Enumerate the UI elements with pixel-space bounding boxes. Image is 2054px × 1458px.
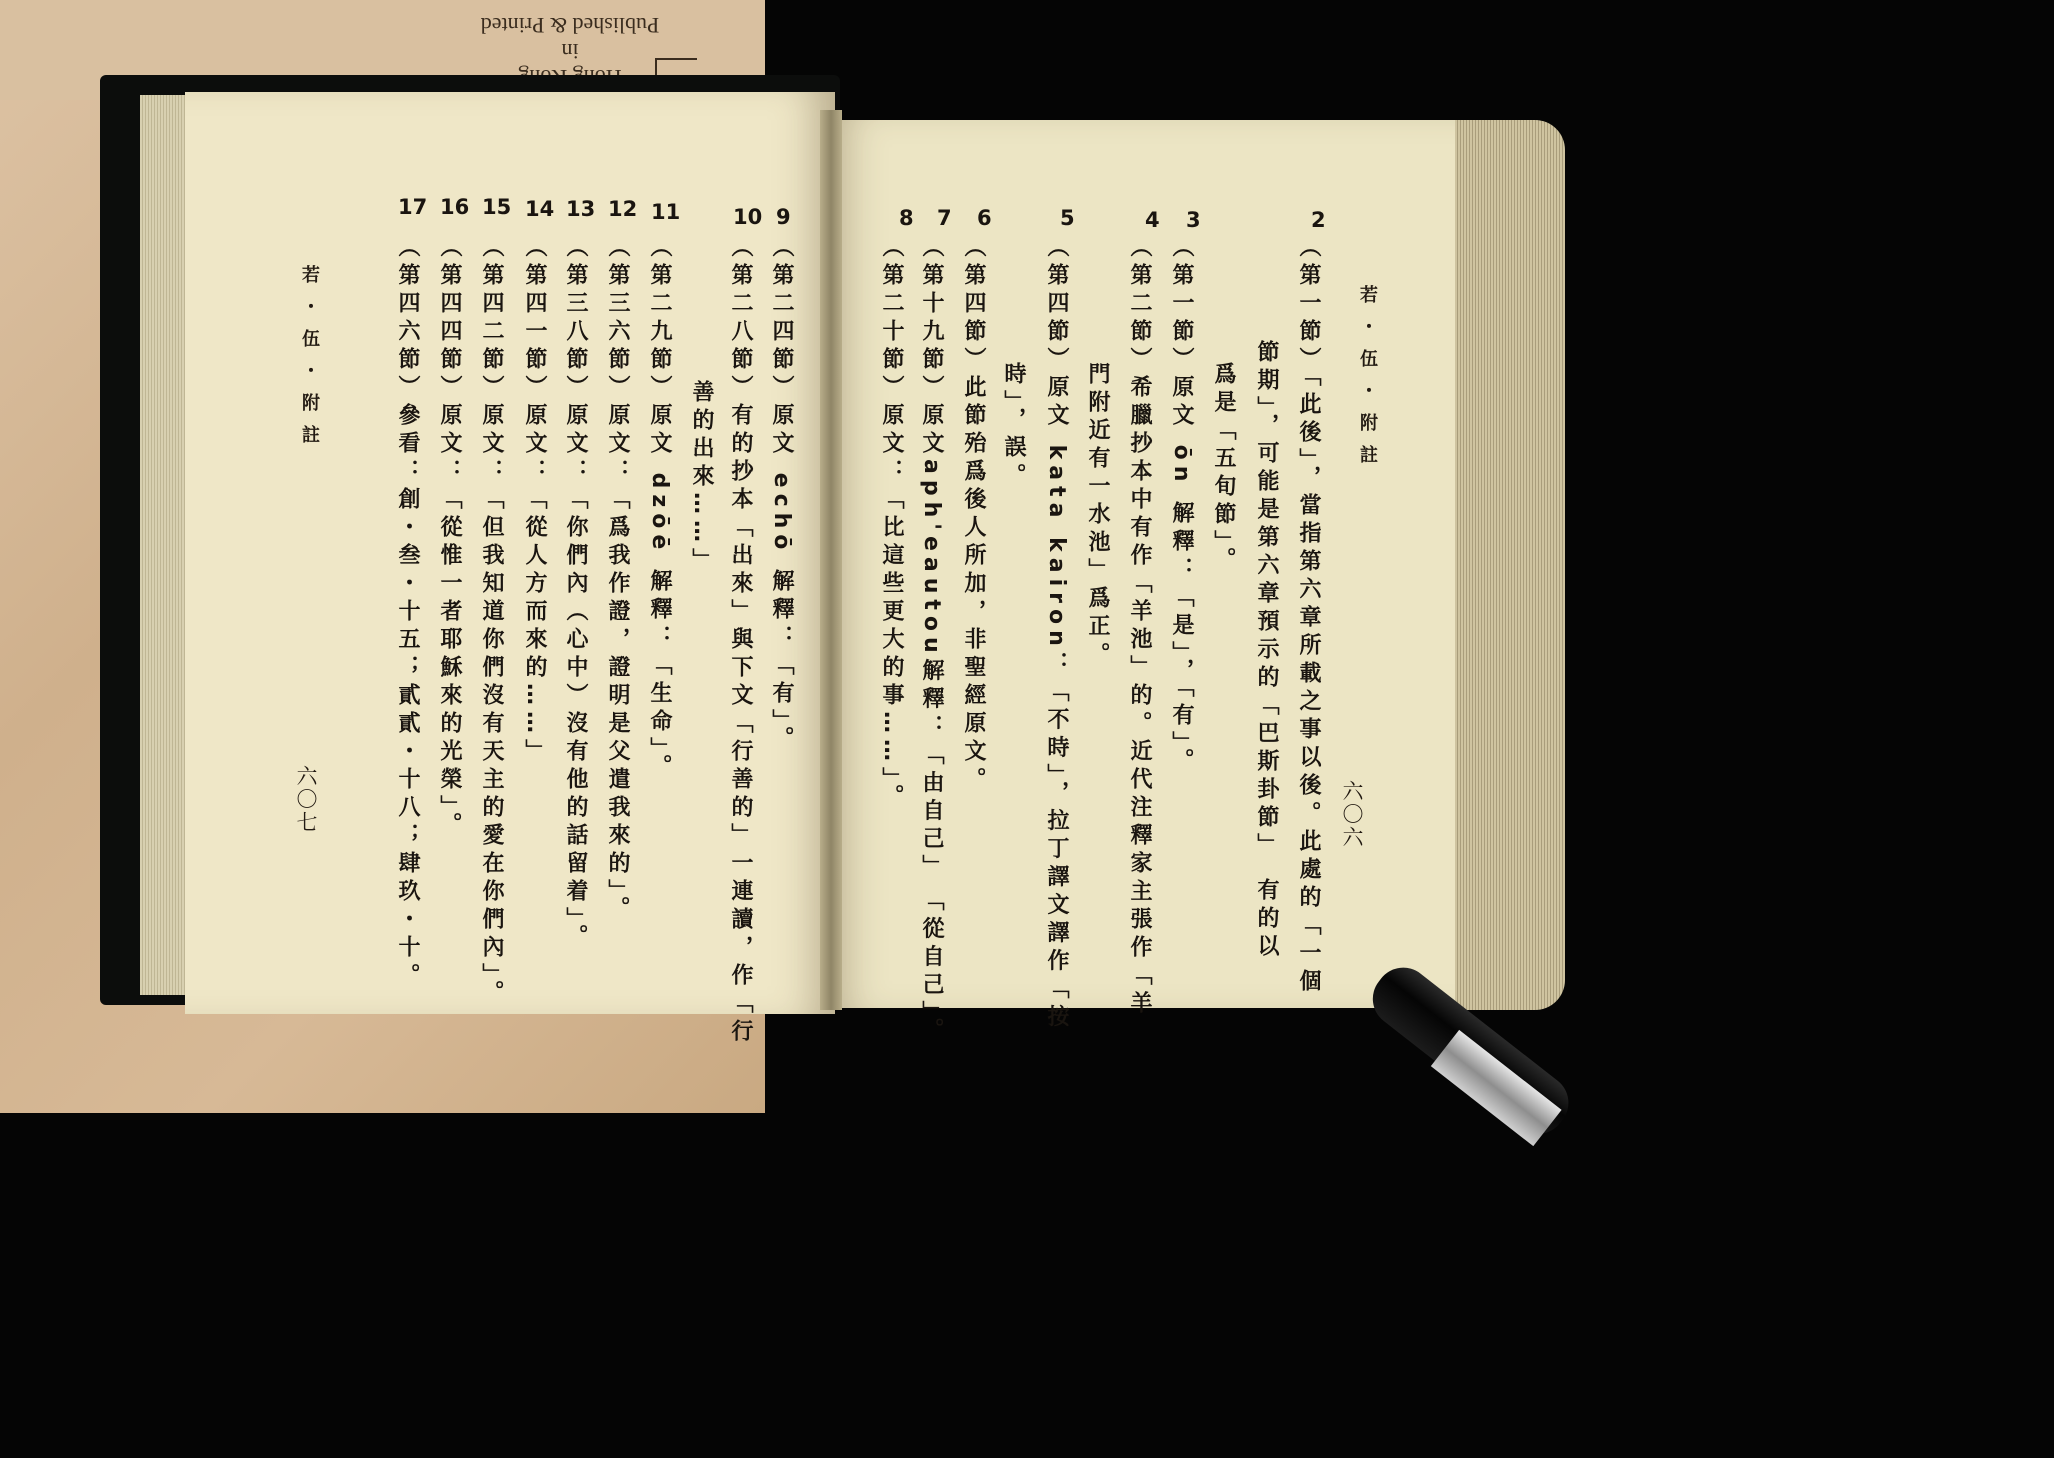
note-number: 13 — [566, 197, 596, 221]
left-page-number: 六〇七 — [294, 765, 318, 834]
note-number: 9 — [776, 205, 791, 229]
note-text: （第三八節）原文：「你們內（心中）沒有他的話留着」。 — [563, 235, 588, 952]
note-text: （第二九節）原文 dzōē 解釋：「生命」。 — [647, 235, 672, 782]
note-text: （第二四節）原文 echō 解釋：「有」。 — [769, 235, 794, 755]
note-number: 6 — [977, 206, 992, 230]
right-page-header: 若・伍・附註 — [1357, 285, 1378, 477]
note-number: 8 — [899, 206, 914, 230]
note-text: （第十九節）原文aph'eautou解釋：「由自己」 「從自己」。 — [919, 235, 944, 1046]
note-number: 3 — [1186, 208, 1201, 232]
note-text: （第四節）此節殆爲後人所加，非聖經原文。 — [961, 235, 986, 795]
printed-line-2: in — [561, 39, 579, 64]
note-number: 16 — [440, 195, 470, 219]
printed-line-1: Published & Printed — [480, 13, 660, 38]
note-text: （第一節）原文 ōn 解釋：「是」，「有」。 — [1169, 235, 1194, 777]
note-text: （第四四節）原文：「從惟一者耶穌來的光榮」。 — [437, 235, 462, 840]
note-text: （第二十節）原文：「比這些更大的事……」。 — [879, 235, 904, 812]
note-text: （第四節）原文 kata kairon：「不時」，拉丁譯文譯作「按 — [1044, 235, 1069, 1033]
note-number: 2 — [1311, 208, 1326, 232]
page-edges-right — [1440, 120, 1565, 1010]
note-number: 11 — [651, 200, 681, 224]
note-text-continued: 門附近有一水池」爲正。 — [1085, 362, 1110, 670]
note-number: 17 — [398, 195, 428, 219]
note-text: （第四二節）原文：「但我知道你們沒有天主的愛在你們內」。 — [479, 235, 504, 1008]
note-text: （第二節）希臘抄本中有作「羊池」的。近代注釋家主張作「羊 — [1127, 235, 1152, 1019]
right-page-number: 六〇六 — [1340, 780, 1364, 849]
note-number: 15 — [482, 195, 512, 219]
book-gutter — [820, 110, 842, 1010]
note-text: （第三六節）原文：「爲我作證，證明是父遣我來的」。 — [605, 235, 630, 924]
note-text-continued: 時」，誤。 — [1001, 362, 1026, 491]
note-number: 12 — [608, 197, 638, 221]
note-number: 7 — [937, 206, 952, 230]
note-text-continued: 善的出來……」 — [689, 380, 714, 576]
note-number: 14 — [525, 197, 555, 221]
note-text-continued: 爲是「五旬節」。 — [1211, 362, 1236, 575]
note-text: （第四六節）參看：創・叁・十五；貳貳・十八；肆玖・十。 — [395, 235, 420, 991]
note-number: 10 — [733, 205, 763, 229]
note-text: （第二八節）有的抄本「出來」與下文「行善的」一連讀，作「行 — [728, 235, 753, 1047]
left-page-header: 若・伍・附註 — [299, 265, 320, 457]
note-number: 4 — [1145, 208, 1160, 232]
note-text: （第一節）「此後」，當指第六章所載之事以後。此處的「一個 — [1296, 235, 1321, 997]
note-text: （第四一節）原文：「從人方而來的……」 — [522, 235, 547, 767]
note-text-continued: 節期」，可能是第六章預示的「巴斯卦節」 有的以 — [1254, 340, 1279, 962]
note-number: 5 — [1060, 206, 1075, 230]
